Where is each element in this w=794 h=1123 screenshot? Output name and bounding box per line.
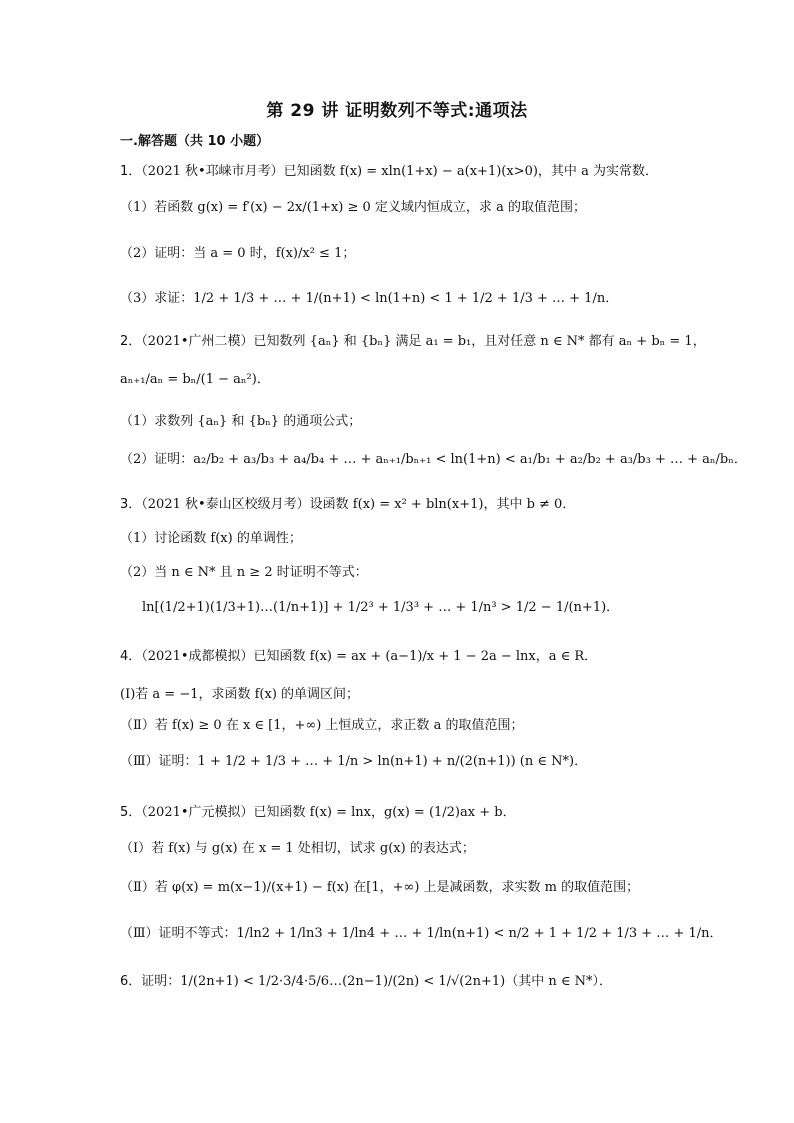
problem-4-part-1: (I)若 a = −1，求函数 f(x) 的单调区间； (120, 687, 360, 702)
problem-5-stem (120, 804, 516, 822)
problem-5-source: （2021•广元模拟） (141, 805, 254, 820)
problem-4-stem (120, 648, 597, 666)
problem-1-stem (120, 163, 658, 181)
problem-5-part-2: （Ⅱ）若 φ(x) = m(x−1)/(x+1) − f(x) 在[1，+∞) 上是减函数，求实数 m 的取值范围； (120, 880, 640, 895)
problem-2-part-1: （1）求数列 {aₙ} 和 {bₙ} 的通项公式； (120, 414, 362, 429)
problem-3-source: （2021 秋•泰山区校级月考） (141, 497, 310, 512)
problem-2-part-2: （2）证明：a₂/b₂ + a₃/b₃ + a₄/b₄ + … + aₙ₊₁/bₙ₊₁ < ln(1+n) < a₁/b₁ + a₂/b₂ + a₃/b₃ + … + aₙ/bₙ． (120, 452, 747, 467)
problem-1-part-2: （2）证明：当 a = 0 时，f(x)/x² ≤ 1； (120, 246, 356, 261)
problem-6-stem (120, 973, 612, 991)
problem-5-text: 已知函数 f(x) = lnx，g(x) = (1/2)ax + b． (253, 805, 516, 820)
problem-4-part-3: （Ⅲ）证明：1 + 1/2 + 1/3 + … + 1/n > ln(n+1) + n/(2(n+1)) (n ∈ N*)． (120, 754, 588, 769)
problem-5-label: 5． (120, 805, 142, 820)
problem-2-text: 已知数列 {aₙ} 和 {bₙ} 满足 a₁ = b₁，且对任意 n ∈ N* 都有 aₙ + bₙ = 1， (253, 334, 706, 349)
problem-2-recurrence: aₙ₊₁/aₙ = bₙ/(1 − aₙ²)． (120, 372, 270, 387)
problem-6-text: 证明：1/(2n+1) < 1/2·3/4·5/6…(2n−1)/(2n) < 1/√(2n+1)（其中 n ∈ N*）． (141, 974, 612, 989)
problem-4-text: 已知函数 f(x) = ax + (a−1)/x + 1 − 2a − lnx，a ∈ R． (253, 649, 598, 664)
problem-4-part-2: （Ⅱ）若 f(x) ≥ 0 在 x ∈ [1，+∞) 上恒成立，求正数 a 的取值范围； (120, 718, 524, 733)
problem-4-label: 4． (120, 649, 142, 664)
problem-4-source: （2021•成都模拟） (141, 649, 254, 664)
problem-5-part-3: （Ⅲ）证明不等式：1/ln2 + 1/ln3 + 1/ln4 + … + 1/ln(n+1) < n/2 + 1 + 1/2 + 1/3 + … + 1/n． (120, 926, 723, 941)
problem-2-label: 2． (120, 334, 142, 349)
problem-1-part-1: （1）若函数 g(x) = f′(x) − 2x/(1+x) ≥ 0 定义域内恒成立，求 a 的取值范围； (120, 200, 586, 215)
section-heading: 一.解答题（共 10 小题） (120, 134, 270, 149)
problem-3-stem (120, 496, 575, 514)
problem-1-source: （2021 秋•邛崃市月考） (141, 164, 284, 179)
problem-3-part-1: （1）讨论函数 f(x) 的单调性； (120, 531, 302, 546)
problem-3-inequality: ln[(1/2+1)(1/3+1)…(1/n+1)] + 1/2³ + 1/3³ + … + 1/n³ > 1/2 − 1/(n+1)． (142, 600, 620, 615)
problem-3-label: 3． (120, 497, 142, 512)
problem-6-label: 6． (120, 974, 142, 989)
problem-3-text: 设函数 f(x) = x² + bln(x+1)，其中 b ≠ 0． (309, 497, 576, 512)
problem-5-part-1: （Ⅰ）若 f(x) 与 g(x) 在 x = 1 处相切，试求 g(x) 的表达式； (120, 841, 475, 856)
problem-2-source: （2021•广州二模） (141, 334, 254, 349)
page-title: 第 29 讲 证明数列不等式:通项法 (266, 101, 528, 121)
problem-1-text: 已知函数 f(x) = xln(1+x) − a(x+1)(x>0)，其中 a 为实常数． (283, 164, 658, 179)
problem-3-part-2: （2）当 n ∈ N* 且 n ≥ 2 时证明不等式： (120, 565, 368, 580)
problem-1-label: 1． (120, 164, 142, 179)
problem-1-part-3: （3）求证：1/2 + 1/3 + … + 1/(n+1) < ln(1+n) < 1 + 1/2 + 1/3 + … + 1/n． (120, 291, 619, 306)
problem-2-stem (120, 333, 706, 351)
